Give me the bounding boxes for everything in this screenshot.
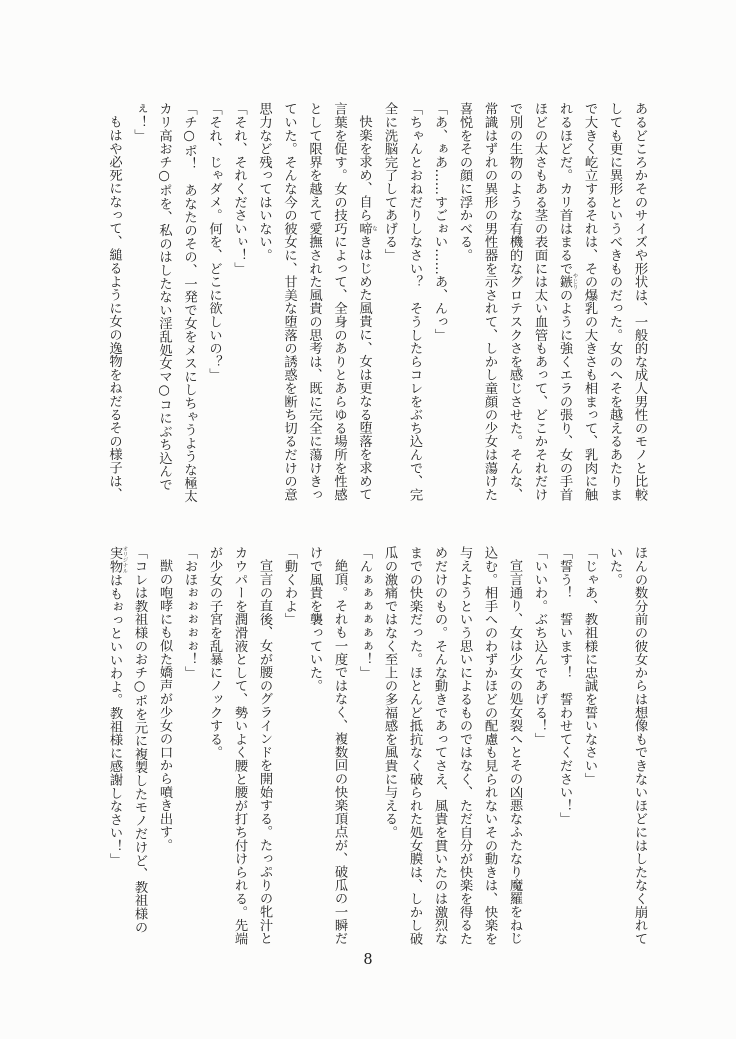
paragraph: 「あ、ぁあ……すごぉい……あ、んっ」 (432, 102, 447, 342)
text-block-lower (102, 546, 652, 951)
ruby-annotated-word: 鏃 やじり (557, 273, 578, 290)
paragraph: 「それ、それくださいぃ！」 (231, 102, 247, 275)
paragraph: 宣言通り、女は少女の処女裂へとその凶悪なふたなり魔羅をねじ込む。相手へのわずかほどの配慮も見られないその動きは、快楽を与えようという思いによるものではなく、ただ自分が快楽を得るためだけのもの。そんな動きであってさえ、風貴を貫いたのは激烈なまでの快楽だった。ほとんど抵抗なく破られた処女膜は、しかし破瓜の激痛ではなく至上の多福感を風貴に与える。 (382, 546, 522, 945)
ruby-annotated-word: 啼 な (356, 221, 377, 236)
paragraph: 絶頂。それも一度ではなく、複数回の快楽頂点が、破瓜の一瞬だけで風貴を襲っていた。 (307, 546, 347, 945)
paragraph: 「それ、じゃダメ。何を、どこに欲しいの？」 (206, 102, 222, 382)
paragraph: 「動くわよ」 (282, 546, 297, 626)
text-block-upper (102, 102, 652, 507)
paragraph: 「チ○ポ！ あなたのその、一発で女をメスにしちゃうような極太カリ高おチ○ポを、私のはしたない淫乱処女マ○コにぶち込んでぇ！」 (131, 102, 197, 503)
paragraph: もはや必死になって、縋るように女の逸物をねだるその様子は、 (106, 115, 122, 501)
furigana: やじり (571, 273, 578, 290)
paragraph: 快楽を求め、自ら啼 なきはじめた風貴に、女は更なる堕落を求めて言葉を促す。女の技巧によって、全身のありとあらゆる場所を性感として限界を越えて愛撫された風貴の思考は、既に完全に蕩けきっていた。そんな今の彼女に、甘美な堕落の誘惑を断ち切るだけの意思力など残ってはいない。 (256, 102, 377, 502)
paragraph: 「コレは教祖様のおチ○ポを元に複製したモノだけど、教祖様の実物 オリジナルはもぉっといいわよ。教祖様に感謝しなさい！」 (107, 546, 147, 934)
paragraph: 獣の咆哮にも似た嬌声が少女の口から噴き出す。 (157, 559, 172, 852)
paragraph: 「誓う！ 誓います！ 誓わせてください！」 (557, 546, 572, 826)
page-number: 8 (363, 952, 373, 968)
paragraph: 「ちゃんとおねだりしなさい？ そうしたらコレをぶち込んで、完全に洗脳完了してあげる」 (382, 102, 422, 501)
paragraph: 「おほぉぉぉぉぉ！」 (182, 546, 197, 679)
furigana: な (371, 221, 377, 236)
ruby-annotated-word: 実物 オリジナル (107, 546, 128, 574)
paragraph: 「じゃあ、教祖様に忠誠を誓いなさい」 (582, 546, 597, 786)
paragraph: 「んぁぁぁぁぁぁ！」 (357, 546, 372, 679)
furigana: オリジナル (121, 546, 128, 574)
paragraph: 宣言の直後、女が腰のグラインドを開始する。たっぷりの牝汁とカウパーを潤滑液として、勢いよく腰と腰が打ち付けられる。先端が少女の子宮を乱暴にノックする。 (207, 546, 272, 945)
paragraph: 「いいわ。ぶち込んであげる！」 (532, 546, 547, 746)
paragraph: あるどころかそのサイズや形状は、一般的な成人男性のモノと比較しても更に異形というべきものだった。女のへそを越えるあたりまで大きく屹立するそれは、その爆乳の大きさも相まって、乳肉に触れるほどだ。カリ首はまるで鏃 やじりのように強くエラの張り、女の手首ほどの太さもある茎の表面には太い血管もあって、どこかそれだけで別の生物のような有機的なグロテスクさを感じさせた。そんな、常識はずれの異形の男性器を示されて、しかし童顔の少女は蕩けた喜悦をその顔に浮かべる。 (457, 102, 647, 502)
paragraph: ほんの数分前の彼女からは想像もできないほどにはしたなく崩れていた。 (607, 546, 647, 945)
